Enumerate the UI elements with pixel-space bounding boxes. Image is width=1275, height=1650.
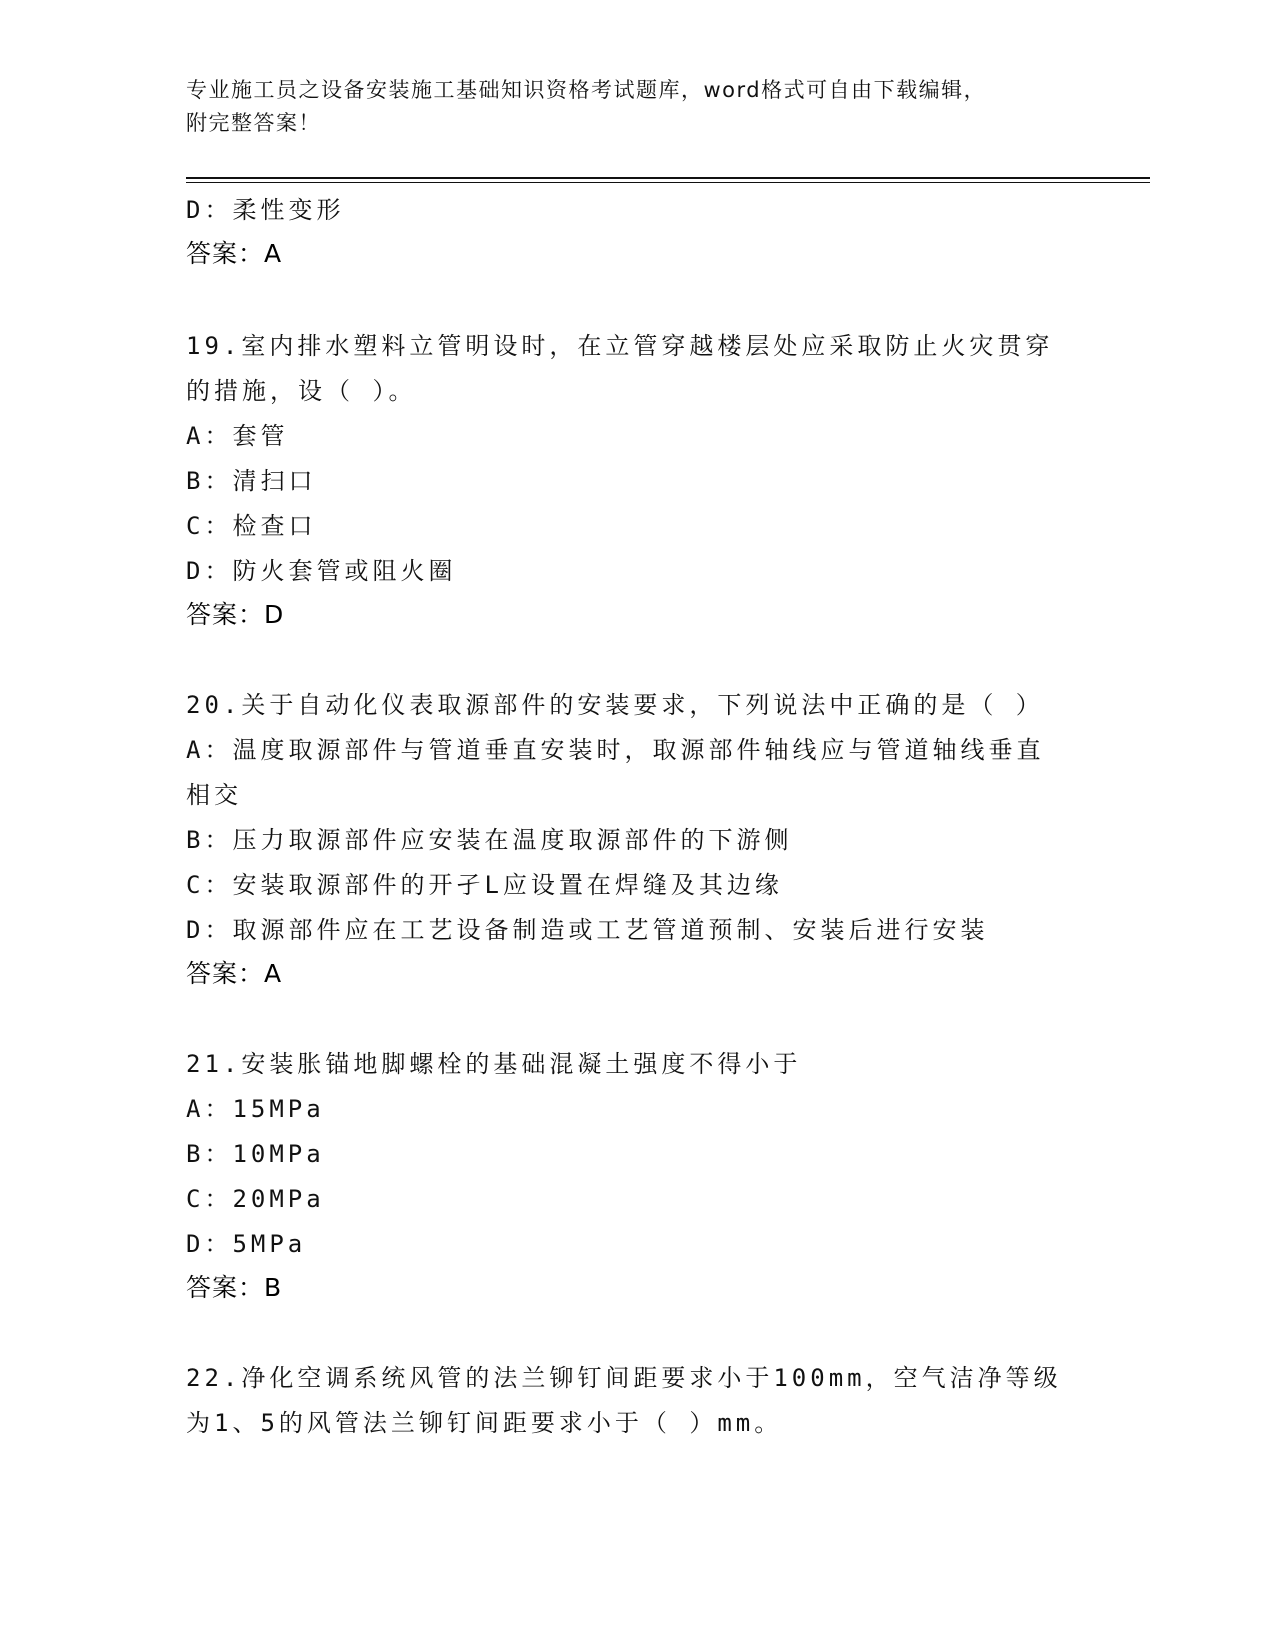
- prev-option-d: D：柔性变形: [186, 196, 345, 224]
- q21-option-b: B：10MPa: [186, 1140, 325, 1168]
- q20-answer: 答案：A: [186, 959, 283, 988]
- header-rule-thick: [186, 177, 1150, 179]
- q19-option-d: D：防火套管或阻火圈: [186, 557, 457, 585]
- q20-stem: 20.关于自动化仪表取源部件的安装要求，下列说法中正确的是（ ）: [186, 691, 1044, 719]
- q21-stem: 21.安装胀锚地脚螺栓的基础混凝土强度不得小于: [186, 1050, 802, 1078]
- q19-answer: 答案：D: [186, 600, 285, 629]
- q20-option-a-line-1: A：温度取源部件与管道垂直安装时，取源部件轴线应与管道轴线垂直: [186, 736, 1045, 764]
- q19-option-c: C：检查口: [186, 512, 317, 540]
- q22-stem-line-1: 22.净化空调系统风管的法兰铆钉间距要求小于100mm，空气洁净等级: [186, 1364, 1062, 1392]
- q19-option-b: B：清扫口: [186, 467, 317, 495]
- q19-stem-line-1: 19.室内排水塑料立管明设时，在立管穿越楼层处应采取防止火灾贯穿: [186, 332, 1054, 360]
- document-header: [186, 74, 1066, 140]
- q22-stem-line-2: 为1、5的风管法兰铆钉间距要求小于（ ）mm。: [186, 1409, 783, 1437]
- q19-option-a: A：套管: [186, 422, 289, 450]
- q21-option-d: D：5MPa: [186, 1230, 307, 1258]
- q21-option-c: C：20MPa: [186, 1185, 325, 1213]
- q19-stem-line-2: 的措施，设（ ）。: [186, 377, 417, 405]
- q21-answer: 答案：B: [186, 1273, 283, 1302]
- q21-option-a: A：15MPa: [186, 1095, 325, 1123]
- q20-option-c: C：安装取源部件的开孑L应设置在焊缝及其边缘: [186, 871, 783, 899]
- q20-option-a-line-2: 相交: [186, 781, 242, 809]
- q20-option-b: B：压力取源部件应安装在温度取源部件的下游侧: [186, 826, 793, 854]
- prev-answer: 答案：A: [186, 239, 283, 268]
- header-line-1: 专业施工员之设备安装施工基础知识资格考试题库，word格式可自由下载编辑，: [186, 78, 987, 102]
- header-line-2: 附完整答案！: [186, 111, 321, 135]
- header-rule-thin: [186, 182, 1150, 183]
- q20-option-d: D：取源部件应在工艺设备制造或工艺管道预制、安装后进行安装: [186, 916, 989, 944]
